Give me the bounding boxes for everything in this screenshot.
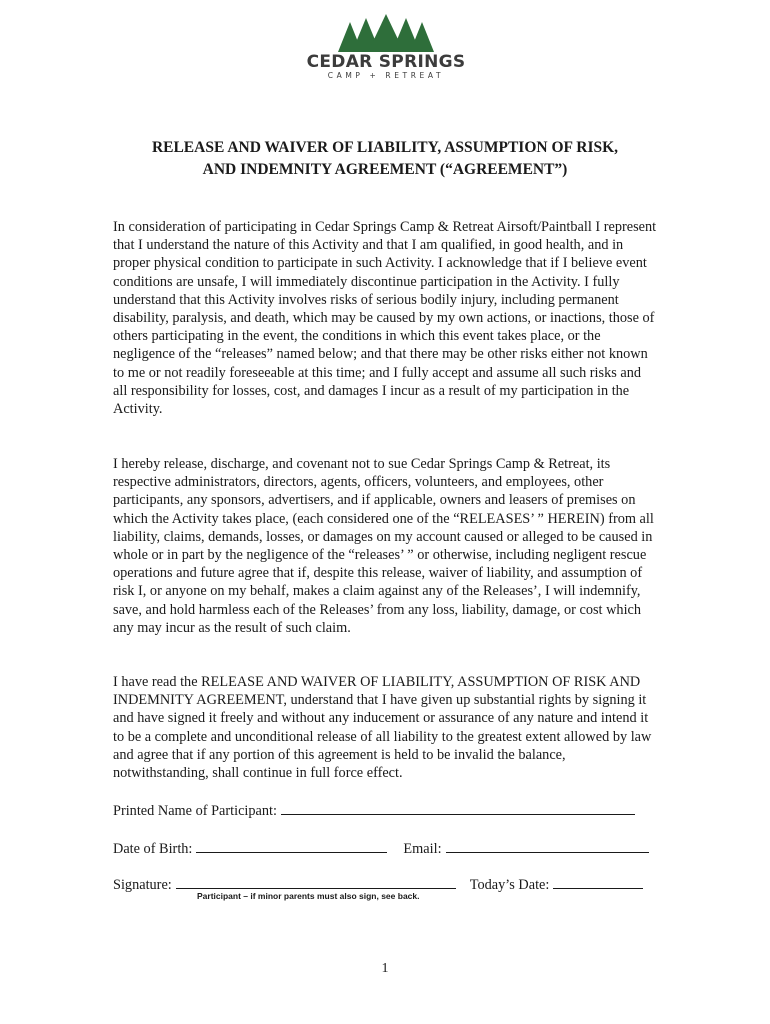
title-line-1: RELEASE AND WAIVER OF LIABILITY, ASSUMPTION OF RISK, — [151, 139, 619, 156]
page-number: 1 — [381, 961, 389, 976]
email-field[interactable] — [446, 838, 649, 853]
pine-trees-icon — [330, 14, 442, 52]
dob-field[interactable] — [196, 838, 387, 853]
todays-date-label: Today’s Date: — [469, 877, 550, 893]
cedar-springs-logo — [300, 14, 472, 86]
document-title — [60, 137, 710, 181]
printed-name-field[interactable] — [281, 800, 635, 815]
dob-label: Date of Birth: — [113, 841, 193, 857]
signature-label: Signature: — [113, 877, 172, 893]
paragraph-consideration: In consideration of participating in Cedar Springs Camp & Retreat Airsoft/Paintball I represent that I understand the nature of this Activity and that I am qualified, in good health, and in proper physical condition to participate in such Activity. I acknowledge that if I believe event conditions are unsafe, I will immediately discontinue participation in the Activity. I fully understand that this Activity involves risks of serious bodily injury, including permanent disability, paralysis, and death, which may be caused by my own actions, or inactions, those of others participating in the event, the conditions in which this event takes place, or the negligence of the “releases” named below; and that there may be other risks either not known to me or not readily foreseeable at this time; and I fully accept and assume all such risks and all responsibility for losses, cost, and damages I incur as a result of my participation in the Activity. — [113, 219, 657, 418]
paragraph-release: I hereby release, discharge, and covenant not to sue Cedar Springs Camp & Retreat, its respective administrators, directors, agents, officers, volunteers, and employees, other participants, any sponsors, advertisers, and if applicable, owners and leasers of premises on which the Activity takes place, (each considered one of the “RELEASES’ ” HEREIN) from all liability, claims, demands, losses, or damages on my account caused or alleged to be caused in whole or in part by the negligence of the “releases’ ” or otherwise, including negligent rescue operations and future agree that if, despite this release, waiver of liability, and assumption of risk I, or anyone on my behalf, makes a claim against any of the Releases’, I will indemnify, save, and hold harmless each of the Releases’ from any loss, liability, damage, or cost which any may incur as the result of such claim. — [113, 456, 654, 636]
printed-name-label: Printed Name of Participant: — [113, 803, 277, 819]
signature-field[interactable] — [176, 874, 456, 889]
printed-name-row — [113, 800, 658, 820]
brand-tagline: CAMP + RETREAT — [327, 71, 445, 80]
brand-name: CEDAR SPRINGS — [306, 52, 466, 72]
title-line-2: AND INDEMNITY AGREEMENT (“AGREEMENT”) — [202, 161, 568, 178]
todays-date-field[interactable] — [553, 874, 643, 889]
signature-note: Participant – if minor parents must also sign, see back. — [197, 891, 420, 901]
email-label: Email: — [403, 841, 442, 857]
paragraph-acknowledgement: I have read the RELEASE AND WAIVER OF LIABILITY, ASSUMPTION OF RISK AND INDEMNITY AGREEMENT, understand that I have given up substantial rights by signing it and have signed it freely and without any inducement or assurance of any nature and intend it to be a complete and unconditional release of all liability to the greatest extent allowed by law and agree that if any portion of this agreement is held to be invalid the balance, notwithstanding, shall continue in full force effect. — [113, 674, 652, 782]
dob-email-row — [113, 838, 658, 858]
